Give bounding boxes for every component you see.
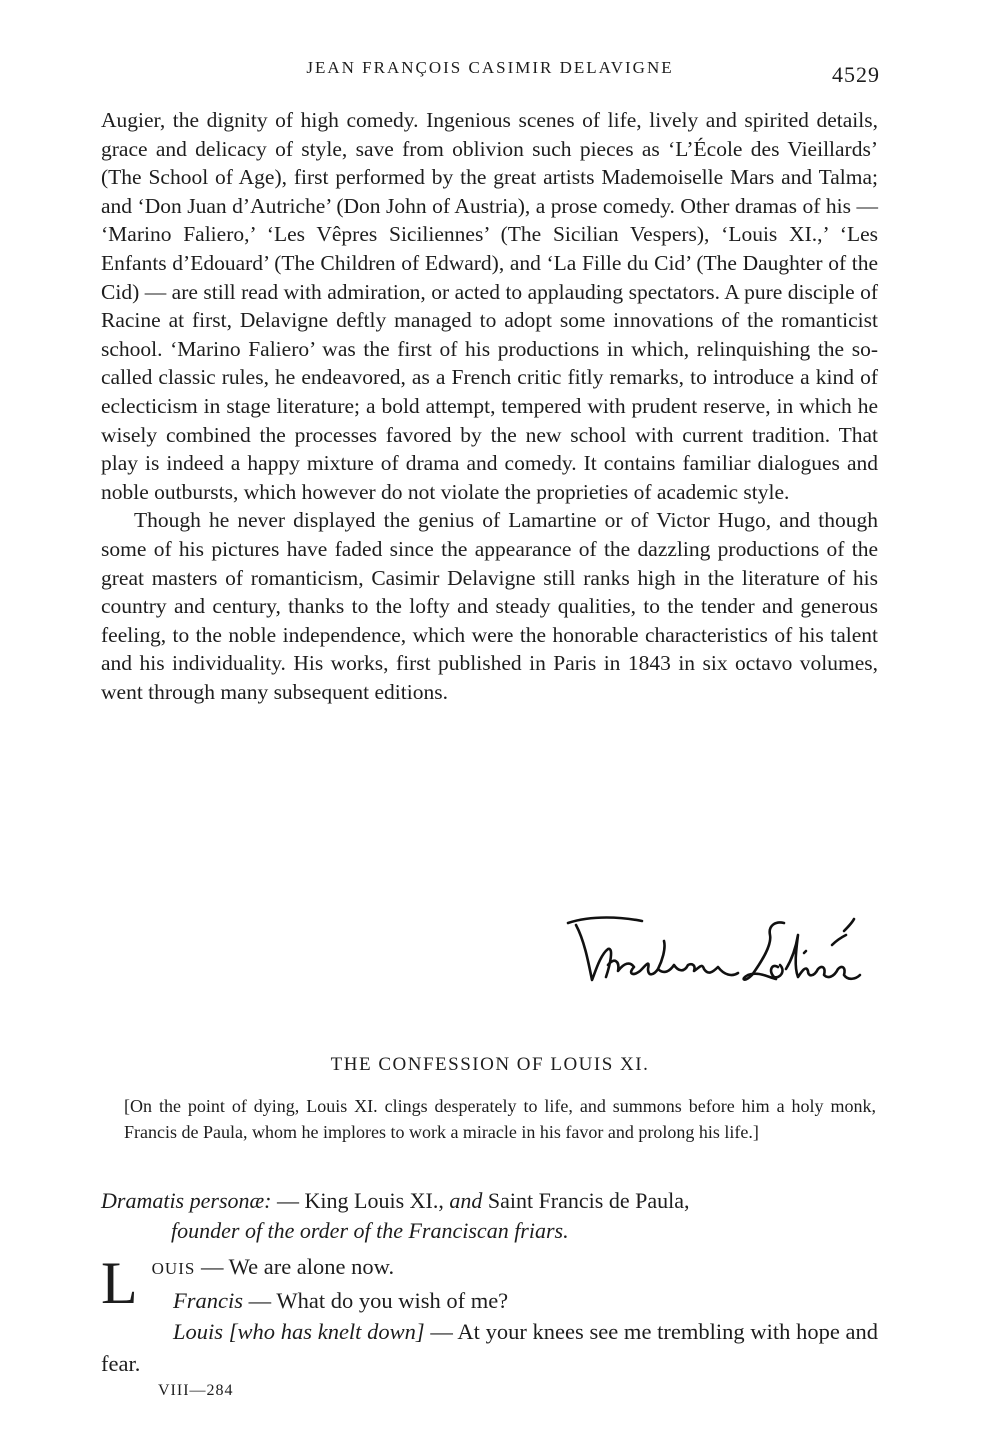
dialogue-text-2: — What do you wish of me? [243, 1287, 509, 1313]
dramatis-founder: founder of the order of the Franciscan friars. [171, 1218, 569, 1243]
essay-paragraph-2: Though he never displayed the genius of Lamartine or of Victor Hugo, and though some of his pictures have faded since the appearance of the dazzling productions of the great masters of romanticism, Casimir Delavigne still ranks high in the literature of his country and century, thanks to the lofty and steady qualities, to the tender and generous feeling, to the noble independence, which were the honorable characteristics of his talent and his individuality. His works, first published in Paris in 1843 in six octavo volumes, went through many subsequent editions. [101, 508, 878, 704]
essay-paragraph-1: Augier, the dignity of high comedy. Ingenious scenes of life, lively and spirited details, grace and delicacy of style, save from oblivion such pieces as ‘L’École des Vieillards’ (The School of Age), first performed by the great artists Mademoiselle Mars and Talma; and ‘Don Juan d’Autriche’ (Don John of Austria), a prose comedy. Other dramas of his — ‘Marino Faliero,’ ‘Les Vêpres Siciliennes’ (The Sicilian Vespers), ‘Louis XI.,’ ‘Les Enfants d’Edouard’ (The Children of Edward), and ‘La Fille du Cid’ (The Daughter of the Cid) — are still read with admiration, or acted to applauding spectators. A pure disciple of Racine at first, Delavigne deftly managed to adopt some innovations of the romanticist school. ‘Marino Faliero’ was the first of his productions in which, relinquishing the so-called classic rules, he endeavored, as a French critic fitly remarks, to introduce a kind of eclecticism in stage literature; a bold attempt, tempered with prudent reserve, in which he wisely combined the processes favored by the new school with current tradition. That play is indeed a happy mixture of drama and comedy. It contains familiar dialogues and noble outbursts, which however do not violate the proprieties of academic style. [101, 108, 878, 504]
dramatis-personae [101, 1186, 878, 1246]
drop-cap: L [101, 1250, 138, 1316]
essay-body [101, 106, 878, 706]
dramatis-first: King Louis XI., [304, 1188, 444, 1213]
handwritten-signature [562, 905, 862, 995]
dialogue-line-3 [101, 1316, 878, 1379]
intro-note: [On the point of dying, Louis XI. clings desperately to life, and summons before him a holy monk, Francis de Paula, whom he implores to work a miracle in his favor and prolong his life.] [124, 1096, 876, 1142]
dialogue-line-2 [101, 1285, 878, 1317]
dialogue [101, 1251, 878, 1379]
page-number: 4529 [832, 62, 880, 87]
speaker-louis-1: OUIS [151, 1259, 196, 1278]
dramatis-label: Dramatis personæ: [101, 1188, 272, 1213]
stage-direction: [who has knelt down] [228, 1319, 425, 1344]
dialogue-line-1 [101, 1251, 878, 1285]
speaker-francis: Francis [173, 1287, 243, 1313]
dramatis-second: Saint Francis de Paula, [487, 1188, 690, 1213]
dialogue-text-3: — At your knees see me trembling with hope and fear. [101, 1319, 879, 1376]
dialogue-text-1: — We are alone now. [195, 1254, 395, 1279]
dramatis-dash: — [271, 1188, 305, 1213]
speaker-louis-2: Louis [173, 1319, 224, 1344]
dramatis-conjunction: and [449, 1188, 483, 1213]
running-head: JEAN FRANÇOIS CASIMIR DELAVIGNE [306, 58, 674, 77]
section-title: THE CONFESSION OF LOUIS XI. [330, 1054, 650, 1075]
printer-signature-mark: VIII—284 [158, 1382, 234, 1399]
